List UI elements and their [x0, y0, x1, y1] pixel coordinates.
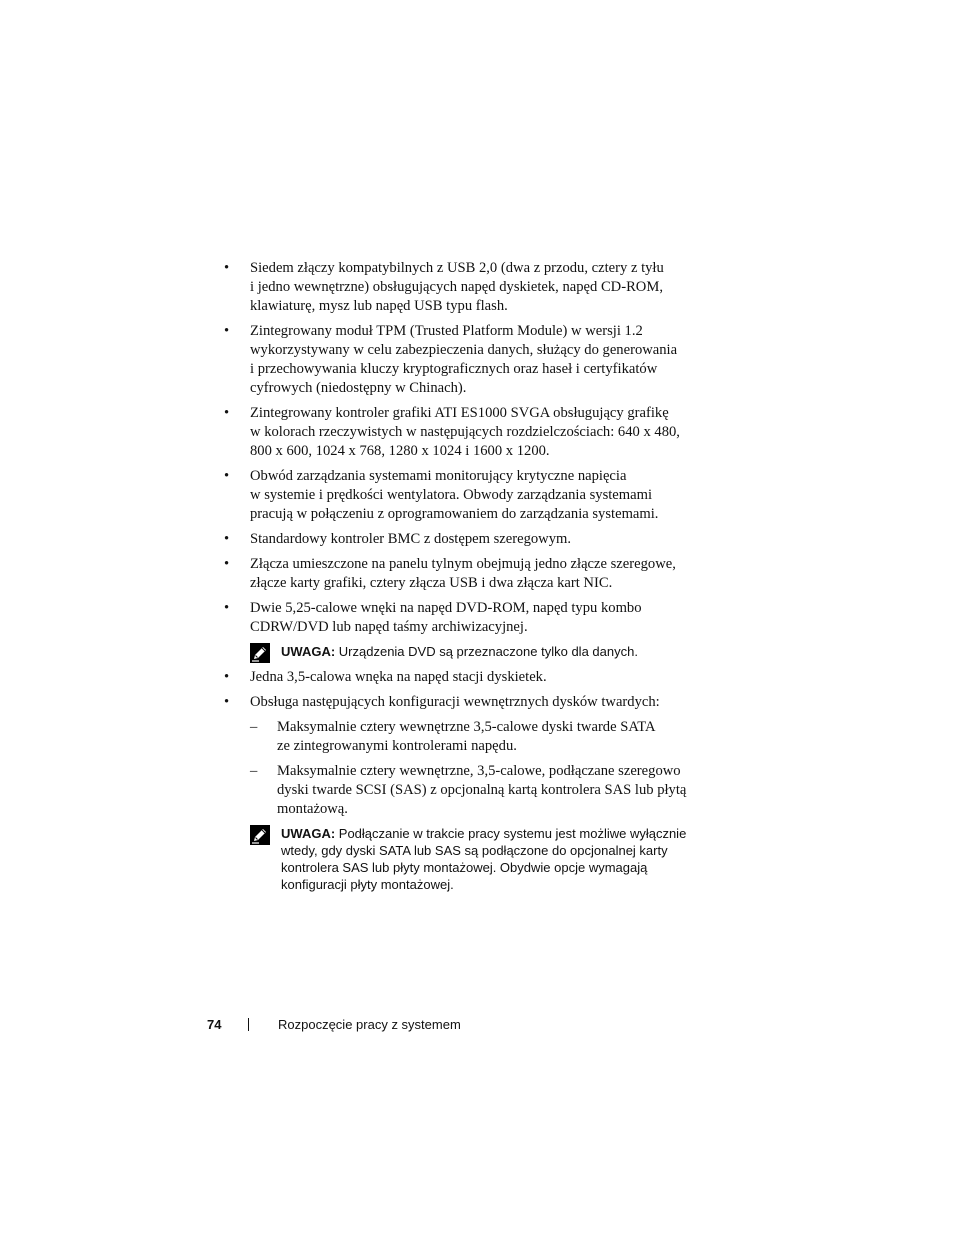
list-item-text: Złącza umieszczone na panelu tylnym obejmują jedno złącze szeregowe, złącze karty grafiki, cztery złącza USB i dwa złącza kart NIC.	[250, 556, 676, 591]
note-label: UWAGA:	[281, 644, 336, 659]
note-dvd	[222, 643, 722, 660]
dash-mark: –	[250, 719, 258, 735]
main-content	[222, 259, 722, 901]
note-hotplug	[222, 825, 722, 893]
bullet-mark: •	[224, 694, 230, 710]
list-item-text: Standardowy kontroler BMC z dostępem szeregowym.	[250, 531, 571, 547]
list-item-text: Zintegrowany kontroler grafiki ATI ES1000 SVGA obsługujący grafikę w kolorach rzeczywistych w następujących rozdzielczościach: 640 x 480, 800 x 600, 1024 x 768, 1280 x 1024 i 1600 x 1200.	[250, 405, 680, 459]
note-pencil-icon	[250, 825, 270, 845]
sub-list-item-text: Maksymalnie cztery wewnętrzne, 3,5-calowe, podłączane szeregowo dyski twarde SCSI (SAS) z opcjonalną kartą kontrolera SAS lub płytą montażową.	[277, 763, 687, 817]
bullet-mark: •	[224, 405, 230, 421]
list-item	[222, 555, 722, 593]
bullet-mark: •	[224, 531, 230, 547]
bullet-mark: •	[224, 669, 230, 685]
list-item	[222, 599, 722, 637]
list-item-text: Obwód zarządzania systemami monitorujący krytyczne napięcia w systemie i prędkości wentylatora. Obwody zarządzania systemami pracują w połączeniu z oprogramowaniem do zarządzania systemami.	[250, 468, 659, 522]
list-item-text: Dwie 5,25-calowe wnęki na napęd DVD-ROM, napęd typu kombo CDRW/DVD lub napęd taśmy archiwizacyjnej.	[250, 600, 642, 635]
bullet-mark: •	[224, 600, 230, 616]
sub-list-item-text: Maksymalnie cztery wewnętrzne 3,5-calowe dyski twarde SATA ze zintegrowanymi kontrolerami napędu.	[277, 719, 656, 754]
sub-list-item	[222, 762, 722, 819]
note-pencil-icon	[250, 643, 270, 663]
list-item-text: Obsługa następujących konfiguracji wewnętrznych dysków twardych:	[250, 694, 660, 710]
dash-mark: –	[250, 763, 258, 779]
list-item	[222, 693, 722, 712]
bullet-mark: •	[224, 468, 230, 484]
bullet-mark: •	[224, 323, 230, 339]
note-text: Urządzenia DVD są przeznaczone tylko dla danych.	[335, 644, 638, 659]
footer-separator	[248, 1018, 249, 1031]
list-item	[222, 259, 722, 316]
section-title: Rozpoczęcie pracy z systemem	[278, 1017, 461, 1032]
page-number: 74	[207, 1017, 222, 1032]
note-text: Podłączanie w trakcie pracy systemu jest możliwe wyłącznie wtedy, gdy dyski SATA lub SAS są podłączone do opcjonalnej karty kontrolera SAS lub płyty montażowej. Obydwie opcje wymagają konfiguracji płyty montażowej.	[281, 826, 687, 892]
list-item	[222, 530, 722, 549]
list-item-text: Zintegrowany moduł TPM (Trusted Platform Module) w wersji 1.2 wykorzystywany w celu zabezpieczenia danych, służący do generowania i przechowywania kluczy kryptograficznych oraz haseł i certyfikatów cyfrowych (niedostępny w Chinach).	[250, 323, 678, 396]
list-item-text: Siedem złączy kompatybilnych z USB 2,0 (dwa z przodu, cztery z tyłu i jedno wewnętrzne) obsługujących napęd dyskietek, napęd CD-ROM, klawiaturę, mysz lub napęd USB typu flash.	[250, 260, 664, 314]
list-item	[222, 404, 722, 461]
note-label: UWAGA:	[281, 826, 336, 841]
sub-list-item	[222, 718, 722, 756]
list-item	[222, 467, 722, 524]
list-item-text: Jedna 3,5-calowa wnęka na napęd stacji dyskietek.	[250, 669, 547, 685]
list-item	[222, 668, 722, 687]
bullet-mark: •	[224, 556, 230, 572]
list-item	[222, 322, 722, 398]
bullet-mark: •	[224, 260, 230, 276]
